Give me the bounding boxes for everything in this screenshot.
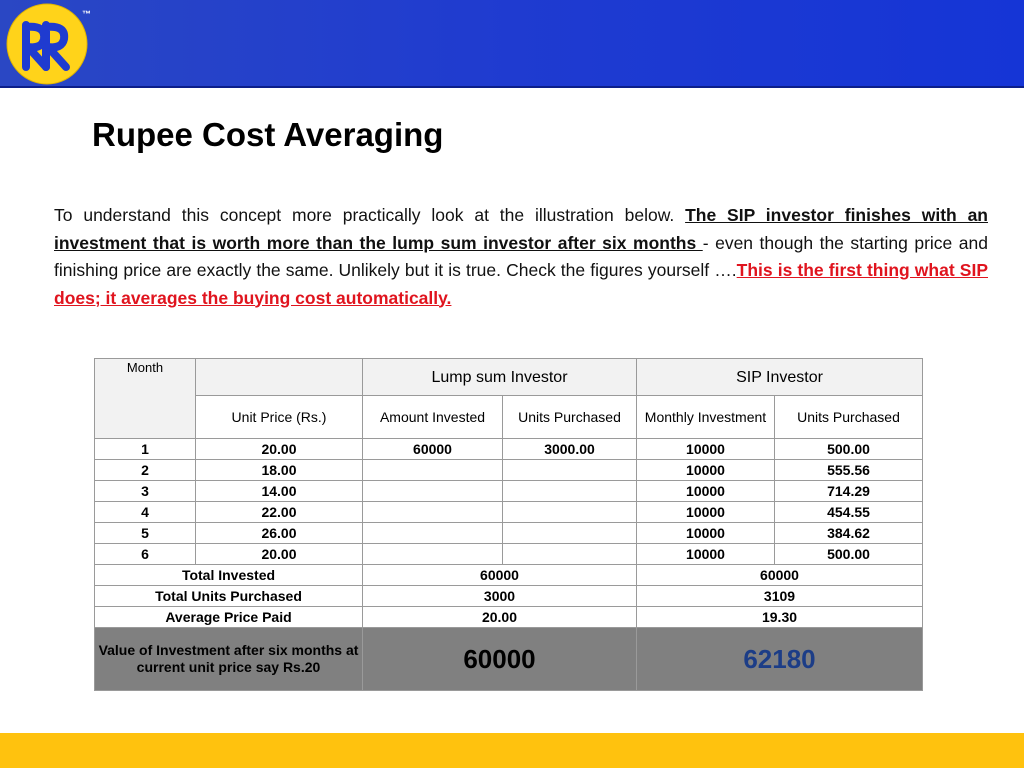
table-row	[95, 481, 923, 502]
average-price-lump: 20.00	[363, 607, 637, 628]
header-lump-sum: Lump sum Investor	[363, 359, 637, 396]
total-units-lump: 3000	[363, 586, 637, 607]
table-row	[95, 460, 923, 481]
cell-month: 4	[95, 502, 196, 523]
cell-monthly: 10000	[637, 502, 775, 523]
cell-units-sip: 500.00	[775, 439, 923, 460]
cell-units-sip: 384.62	[775, 523, 923, 544]
header-blank	[196, 359, 363, 396]
cell-price: 20.00	[196, 544, 363, 565]
cell-price: 14.00	[196, 481, 363, 502]
cost-averaging-table	[94, 358, 923, 691]
cell-units-lump: 3000.00	[503, 439, 637, 460]
cell-month: 3	[95, 481, 196, 502]
intro-emphasis: The SIP investor finishes with an investment that is worth more than the lump sum investor after six months	[54, 205, 988, 253]
total-units-label: Total Units Purchased	[95, 586, 363, 607]
intro-paragraph	[54, 202, 988, 312]
average-price-row	[95, 607, 923, 628]
average-price-sip: 19.30	[637, 607, 923, 628]
cell-monthly: 10000	[637, 460, 775, 481]
header-amount-invested: Amount Invested	[363, 396, 503, 439]
cell-units-lump	[503, 502, 637, 523]
cell-units-sip: 500.00	[775, 544, 923, 565]
cell-amount	[363, 544, 503, 565]
header-unit-price: Unit Price (Rs.)	[196, 396, 363, 439]
cell-monthly: 10000	[637, 439, 775, 460]
cell-price: 20.00	[196, 439, 363, 460]
total-invested-lump: 60000	[363, 565, 637, 586]
intro-red-highlight: This is the first thing what SIP does; it averages the buying cost automatically.	[54, 260, 988, 308]
total-invested-label: Total Invested	[95, 565, 363, 586]
total-units-sip: 3109	[637, 586, 923, 607]
total-invested-sip: 60000	[637, 565, 923, 586]
cell-price: 18.00	[196, 460, 363, 481]
cell-month: 2	[95, 460, 196, 481]
header-bar	[0, 0, 1024, 88]
cell-amount: 60000	[363, 439, 503, 460]
header-month: Month	[95, 359, 196, 439]
total-units-row	[95, 586, 923, 607]
table-row	[95, 502, 923, 523]
cell-month: 5	[95, 523, 196, 544]
cell-monthly: 10000	[637, 481, 775, 502]
investment-value-sip: 62180	[637, 628, 923, 691]
table-header-row-2	[95, 396, 923, 439]
header-units-lump: Units Purchased	[503, 396, 637, 439]
investment-value-row	[95, 628, 923, 691]
footer-bar	[0, 733, 1024, 768]
cell-units-sip: 555.56	[775, 460, 923, 481]
cell-monthly: 10000	[637, 544, 775, 565]
table-header-row-1	[95, 359, 923, 396]
cell-amount	[363, 523, 503, 544]
cell-amount	[363, 502, 503, 523]
table-row	[95, 523, 923, 544]
trademark-mark: ™	[82, 9, 91, 19]
cell-units-sip: 454.55	[775, 502, 923, 523]
header-units-sip: Units Purchased	[775, 396, 923, 439]
cell-price: 26.00	[196, 523, 363, 544]
cell-month: 1	[95, 439, 196, 460]
cell-units-lump	[503, 460, 637, 481]
header-monthly-investment: Monthly Investment	[637, 396, 775, 439]
investment-value-lump: 60000	[363, 628, 637, 691]
table-row	[95, 439, 923, 460]
page-title: Rupee Cost Averaging	[92, 116, 444, 153]
intro-text-2: - even though the starting price and finishing price are exactly the same. Unlikely but it is true. Check the figures yourself ….	[54, 232, 988, 280]
rr-logo-icon	[6, 3, 88, 85]
cell-units-sip: 714.29	[775, 481, 923, 502]
table-row	[95, 544, 923, 565]
average-price-label: Average Price Paid	[95, 607, 363, 628]
cell-amount	[363, 460, 503, 481]
cell-monthly: 10000	[637, 523, 775, 544]
total-invested-row	[95, 565, 923, 586]
header-sip: SIP Investor	[637, 359, 923, 396]
investment-value-label: Value of Investment after six months at current unit price say Rs.20	[95, 628, 363, 691]
cell-units-lump	[503, 481, 637, 502]
intro-text-1: To understand this concept more practically look at the illustration below.	[54, 205, 686, 225]
cell-month: 6	[95, 544, 196, 565]
cell-units-lump	[503, 544, 637, 565]
cell-units-lump	[503, 523, 637, 544]
cell-amount	[363, 481, 503, 502]
cell-price: 22.00	[196, 502, 363, 523]
